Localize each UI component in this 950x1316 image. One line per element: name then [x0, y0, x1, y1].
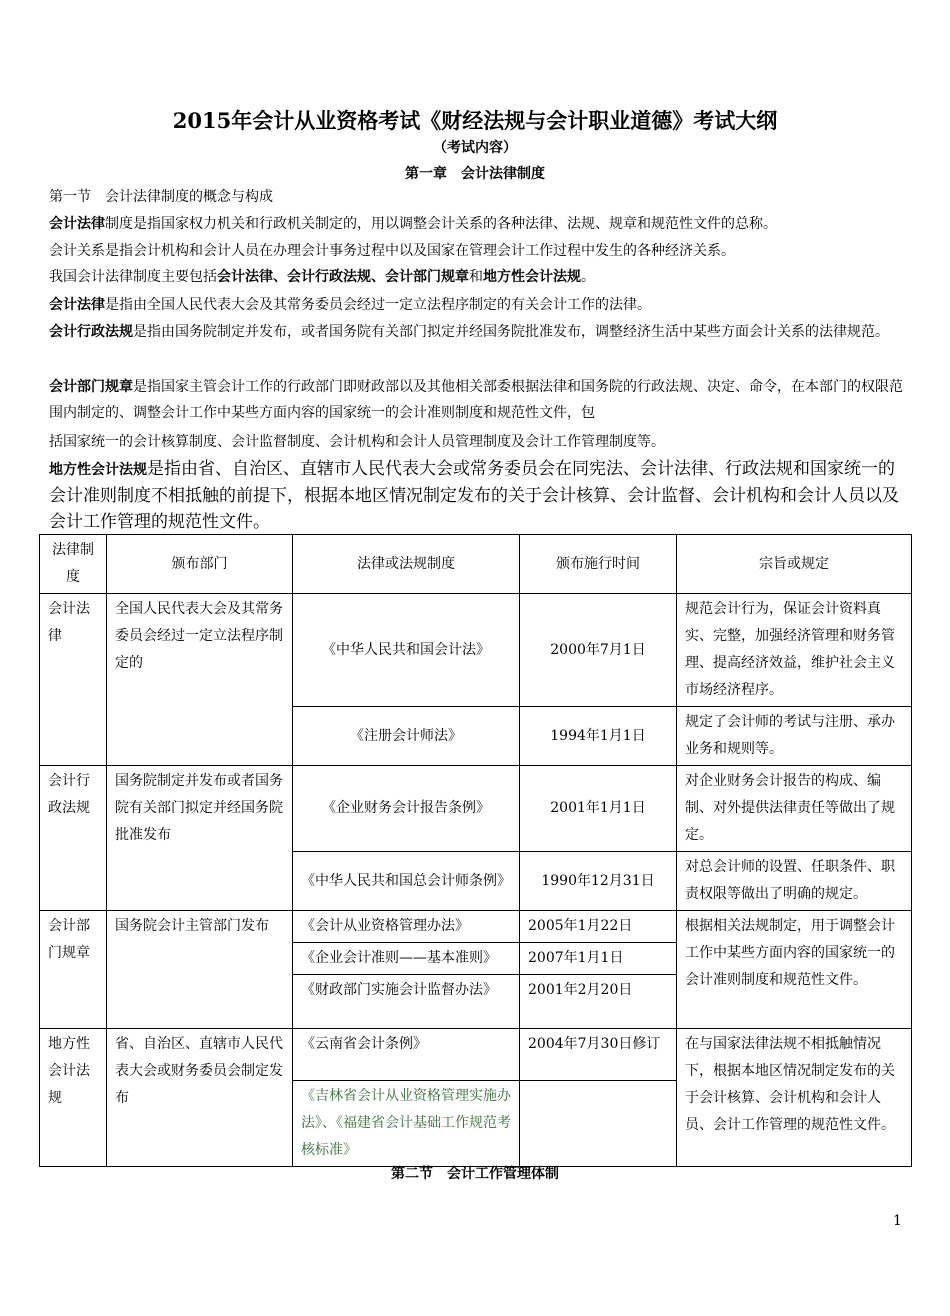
- law-system-table: [39, 534, 912, 1167]
- paragraph-accounting-law-system: [49, 211, 909, 237]
- purpose-cell: 根据相关法规制定，用于调整会计工作中某些方面内容的国家统一的会计准则制度和规范性文件。: [677, 911, 912, 1029]
- table-row: [40, 594, 912, 707]
- paragraph-accounting-relations: 会计关系是指会计机构和会计人员在办理会计事务过程中以及国家在管理会计工作过程中发生的各种经济关系。: [49, 243, 735, 259]
- purpose-cell: 对总会计师的设置、任职条件、职责权限等做出了明确的规定。: [677, 852, 912, 911]
- header-cell: 法律或法规制度: [293, 535, 520, 594]
- purpose-cell: 规范会计行为，保证会计资料真实、完整，加强经济管理和财务管理、提高经济效益，维护社会主义市场经济程序。: [677, 594, 912, 707]
- law-cell: 《中华人民共和国总会计师条例》: [293, 852, 520, 911]
- law-cell: 《会计从业资格管理办法》: [293, 911, 520, 943]
- date-cell: 2000年7月1日: [520, 594, 677, 707]
- document-title: 2015年会计从业资格考试《财经法规与会计职业道德》考试大纲: [172, 108, 778, 133]
- purpose-cell: 在与国家法律法规不相抵触情况下，根据本地区情况制定发布的关于会计核算、会计机构和会计人员、会计工作管理的规范性文件。: [677, 1029, 912, 1167]
- category-cell: 地方性会计法规: [40, 1029, 107, 1167]
- term: 会计法律、会计行政法规、会计部门规章: [217, 269, 469, 285]
- law-cell: 《中华人民共和国会计法》: [293, 594, 520, 707]
- section-heading: 第一节 会计法律制度的概念与构成: [49, 189, 273, 205]
- header-cell: 颁布施行时间: [520, 535, 677, 594]
- paragraph-components: [49, 264, 909, 290]
- date-cell: 2007年1月1日: [520, 943, 677, 975]
- text: 。: [581, 269, 595, 285]
- law-cell: 《云南省会计条例》: [293, 1029, 520, 1081]
- term: 地方性会计法规: [49, 462, 147, 478]
- paragraph-administrative-regulations: [49, 319, 909, 345]
- definition: 是指由全国人民代表大会及其常务委员会经过一定立法程序制定的有关会计工作的法律。: [105, 297, 651, 313]
- table-row: [40, 911, 912, 943]
- term: 会计行政法规: [49, 324, 133, 340]
- law-cell: 《注册会计师法》: [293, 707, 520, 766]
- law-cell: 《吉林省会计从业资格管理实施办法》、《福建省会计基础工作规范考核标准》: [293, 1081, 520, 1167]
- category-cell: 会计部门规章: [40, 911, 107, 1029]
- term: 会计法律: [49, 216, 105, 232]
- date-cell: 1994年1月1日: [520, 707, 677, 766]
- table-header-row: [40, 535, 912, 594]
- paragraph-departmental-rules-continued: 括国家统一的会计核算制度、会计监督制度、会计机构和会计人员管理制度及会计工作管理制度等。: [49, 434, 665, 450]
- issuer-cell: 国务院制定并发布或者国务院有关部门拟定并经国务院批准发布: [107, 766, 293, 911]
- header-cell: 法律制度: [40, 535, 107, 594]
- table-row: [40, 1029, 912, 1081]
- date-cell: 1990年12月31日: [520, 852, 677, 911]
- law-cell: 《企业财务会计报告条例》: [293, 766, 520, 852]
- definition: 是指由国务院制定并发布，或者国务院有关部门拟定并经国务院批准发布，调整经济生活中某些方面会计关系的法律规范。: [133, 324, 889, 340]
- date-cell: 2001年1月1日: [520, 766, 677, 852]
- issuer-cell: 省、自治区、直辖市人民代表大会或财务委员会制定发布: [107, 1029, 293, 1167]
- header-cell: 颁布部门: [107, 535, 293, 594]
- category-cell: 会计法律: [40, 594, 107, 766]
- paragraph-local-regulations: [49, 456, 909, 535]
- header-cell: 宗旨或规定: [677, 535, 912, 594]
- law-cell: 《企业会计准则——基本准则》: [293, 943, 520, 975]
- paragraph-accounting-law: [49, 292, 909, 318]
- purpose-cell: 规定了会计师的考试与注册、承办业务和规则等。: [677, 707, 912, 766]
- definition: 是指由省、自治区、直辖市人民代表大会或常务委员会在同宪法、会计法律、行政法规和国家统一的会计准则制度不相抵触的前提下，根据本地区情况制定发布的关于会计核算、会计监督、会计机构和会计人员以及会计工作管理的规范性文件。: [49, 459, 899, 532]
- date-cell: 2001年2月20日: [520, 975, 677, 1029]
- text: 我国会计法律制度主要包括: [49, 269, 217, 285]
- term: 会计法律: [49, 297, 105, 313]
- chapter-heading: 第一章 会计法律制度: [405, 166, 545, 182]
- term: 地方性会计法规: [483, 269, 581, 285]
- document-subtitle: （考试内容）: [433, 140, 517, 156]
- issuer-cell: 全国人民代表大会及其常务委员会经过一定立法程序制定的: [107, 594, 293, 766]
- term: 会计部门规章: [49, 379, 133, 395]
- law-cell: 《财政部门实施会计监督办法》: [293, 975, 520, 1029]
- paragraph-departmental-rules: [49, 374, 909, 426]
- date-cell: 2005年1月22日: [520, 911, 677, 943]
- definition: 是指国家主管会计工作的行政部门即财政部以及其他相关部委根据法律和国务院的行政法规、决定、命令，在本部门的权限范围内制定的、调整会计工作中某些方面内容的国家统一的会计准则制度和规范性文件，包: [49, 379, 903, 421]
- issuer-cell: 国务院会计主管部门发布: [107, 911, 293, 1029]
- definition: 制度是指国家权力机关和行政机关制定的，用以调整会计关系的各种法律、法规、规章和规范性文件的总称。: [105, 216, 777, 232]
- purpose-cell: 对企业财务会计报告的构成、编制、对外提供法律责任等做出了规定。: [677, 766, 912, 852]
- section-heading: 第二节 会计工作管理体制: [391, 1166, 559, 1182]
- table-row: [40, 766, 912, 852]
- page-number: 1: [893, 1213, 902, 1229]
- text: 和: [469, 269, 483, 285]
- date-cell: 2004年7月30日修订: [520, 1029, 677, 1081]
- date-cell: [520, 1081, 677, 1167]
- category-cell: 会计行政法规: [40, 766, 107, 911]
